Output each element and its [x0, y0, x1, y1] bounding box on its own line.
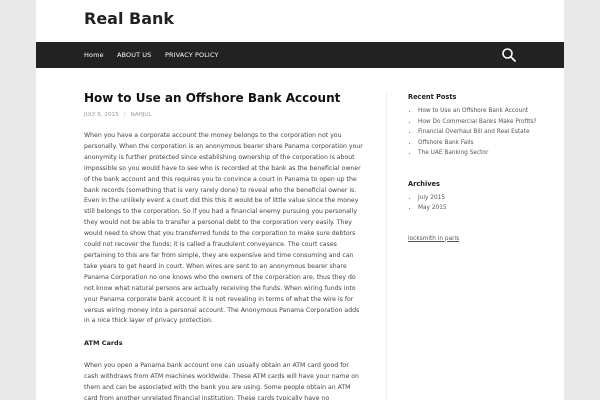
recent-post-link[interactable]: • Financial Overhaul Bill and Real Estate	[418, 128, 543, 137]
nav-item-home[interactable]: Home	[84, 51, 104, 59]
post-author[interactable]: NAHJUL	[130, 112, 152, 118]
archive-link[interactable]: • May 2015	[418, 204, 543, 213]
post-date[interactable]: JULY 5, 2015	[84, 112, 119, 118]
post-paragraph: When you have a corporate account the money belongs to the corporation not you personally. When the corporation is an anonymous bearer share Panama corporation your anonymity is further protected since establishing ownership of the corporation is about impossible so you would have to see who is recorded at the bank as the beneficial owner of the bank account and this requires you to convince a court in Panama to open up the bank records (something that is very rarely done) to reveal who the beneficial owner is. Even in the unlikely event a court did this this it would be of little value since the money still belongs to the corporation. So if you had a financial enemy pursuing you personally they would not be able to transfer a personal debt to the corporation very easily. They would need to show that you transferred funds to the corporation to make sure debtors could not recover the funds; it is called a fraudulent conveyance. The court cases pertaining to this are far from simple, they are expensive and time consuming and can take years to get heard in court. When wires are sent to an anonymous bearer share Panama Corporation no one knows who the owners of the corporation are, thus they do not know what natural persons are actually receiving the funds. When wiring funds into your Panama corporate bank account it is not revealing in terms of what the wire is for versus wiring money into a personal account. The Anonymous Panama Corporation adds in a nice thick layer of privacy protection.	[84, 132, 363, 325]
archives-list	[408, 194, 543, 213]
archives-widget	[408, 180, 543, 213]
post-paragraph: When you open a Panama bank account one can usually obtain an ATM card good for cash withdraws from ATM machines worldwide. These ATM cards will have your name on them and can be associated with the bank you are using. Some people obtain an ATM card from another unrelated financial institution. These cards typically have no	[84, 362, 359, 400]
post-meta	[84, 112, 364, 118]
main-navigation	[36, 42, 564, 68]
widget-title: Archives	[408, 179, 440, 188]
sidebar-text-link[interactable]: locksmith in paris	[408, 235, 460, 242]
recent-post-link[interactable]: • How to Use an Offshore Bank Account	[418, 107, 543, 116]
sidebar	[408, 93, 543, 242]
page	[36, 0, 564, 400]
recent-posts-list	[408, 107, 543, 158]
content-divider	[386, 93, 387, 400]
nav-item-about-us[interactable]: ABOUT US	[117, 51, 152, 59]
post-article	[84, 91, 364, 400]
archive-link[interactable]: • July 2015	[418, 194, 543, 203]
recent-post-link[interactable]: • How Do Commercial Banks Make Profits?	[418, 118, 543, 127]
post-title[interactable]: How to Use an Offshore Bank Account	[84, 91, 341, 105]
post-subheading: ATM Cards	[84, 339, 123, 348]
recent-post-link[interactable]: • The UAE Banking Sector	[418, 149, 543, 158]
post-content	[84, 131, 364, 400]
search-icon[interactable]	[501, 47, 517, 63]
recent-post-link[interactable]: • Offshore Bank Fails	[418, 139, 543, 148]
recent-posts-widget	[408, 93, 543, 158]
widget-title: Recent Posts	[408, 93, 457, 101]
nav-item-privacy-policy[interactable]: PRIVACY POLICY	[165, 51, 219, 59]
site-title[interactable]: Real Bank	[84, 9, 175, 28]
meta-separator: /	[123, 112, 126, 118]
